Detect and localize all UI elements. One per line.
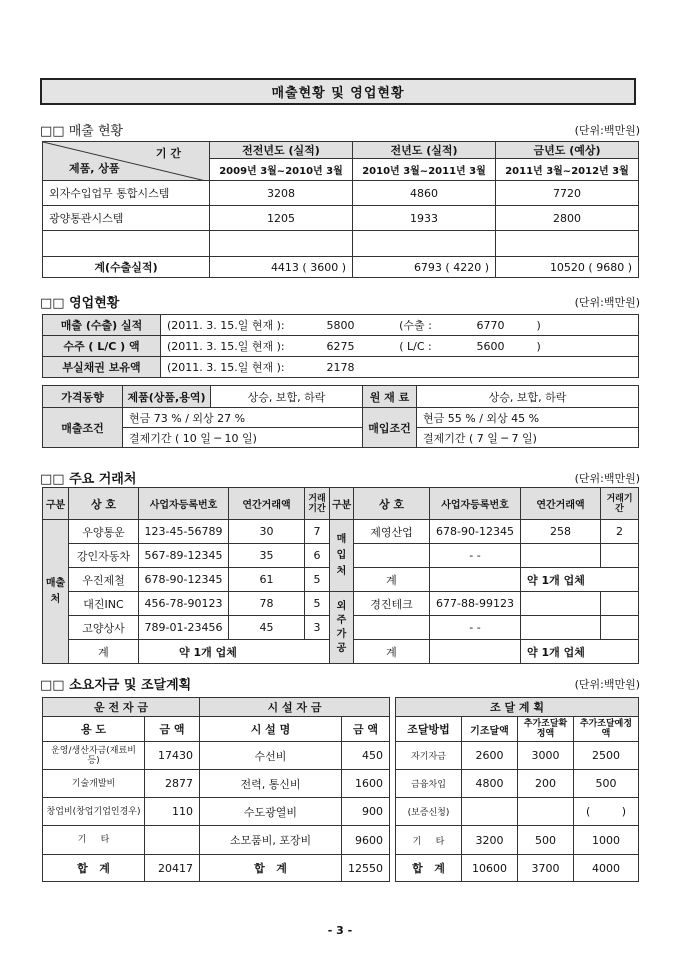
diagonal-line xyxy=(43,142,210,181)
partner-reg: 456-78-90123 xyxy=(139,592,229,616)
col-div: 구분 xyxy=(43,488,69,520)
partner-name xyxy=(354,544,430,568)
price-item-label: 제품(상품,용역) xyxy=(123,386,211,408)
col-famount: 금 액 xyxy=(342,717,390,742)
procure-added: 3000 xyxy=(518,742,574,770)
facility-amount: 9600 xyxy=(342,826,390,855)
table-row xyxy=(43,315,639,336)
partner-amount: 30 xyxy=(229,520,305,544)
price-label: 가격동향 xyxy=(43,386,123,408)
group-procure: 조 달 계 획 xyxy=(396,698,639,717)
fund-use: 운영/생산자금(재료비 등) xyxy=(43,742,145,770)
row-name xyxy=(43,231,210,257)
fund-amount: 2877 xyxy=(145,770,200,798)
item-label: 제품, 상품 xyxy=(69,162,120,175)
sales-heading: 매출 현황 xyxy=(68,124,124,139)
funds-section-header xyxy=(40,674,640,692)
cell-value: 6793 ( 4220 ) xyxy=(353,257,496,278)
partner-amount: 35 xyxy=(229,544,305,568)
table-row xyxy=(43,408,639,428)
col-name: 상 호 xyxy=(354,488,430,520)
section-marks: □□ xyxy=(40,472,65,487)
sales-corner-cell xyxy=(43,142,210,181)
total-amount: 20417 xyxy=(145,855,200,882)
purchase-total-label: 계 xyxy=(354,568,430,592)
procure-planned: 1000 xyxy=(574,826,639,855)
procure-added: 200 xyxy=(518,770,574,798)
extra-close: ) xyxy=(531,336,639,357)
facility-name: 전력, 통신비 xyxy=(200,770,342,798)
partner-name: 경진테크 xyxy=(354,592,430,616)
facility-name: 수도광열비 xyxy=(200,798,342,826)
procure-existing: 4800 xyxy=(462,770,518,798)
table-row xyxy=(43,742,639,770)
partner-amount xyxy=(521,592,601,616)
table-row xyxy=(43,592,639,616)
sales-cond-label: 매출조건 xyxy=(43,408,123,448)
procure-method: 자기자금 xyxy=(396,742,462,770)
partner-name: 우양통운 xyxy=(69,520,139,544)
procure-planned: ( ) xyxy=(574,798,639,826)
fund-use: 기술개발비 xyxy=(43,770,145,798)
partner-period: 3 xyxy=(305,616,330,640)
funds-table xyxy=(42,697,639,882)
partner-period xyxy=(601,544,639,568)
purchase-group-label: 매입처 xyxy=(330,520,354,592)
total-existing: 10600 xyxy=(462,855,518,882)
col-reg: 사업자등록번호 xyxy=(139,488,229,520)
partner-amount: 61 xyxy=(229,568,305,592)
fund-amount xyxy=(145,826,200,855)
table-row xyxy=(43,181,639,206)
partner-name: 대진INC xyxy=(69,592,139,616)
col-name: 상 호 xyxy=(69,488,139,520)
col-use: 용 도 xyxy=(43,717,145,742)
partner-reg: 123-45-56789 xyxy=(139,520,229,544)
period-label: 기 간 xyxy=(155,147,181,160)
col-facility: 시 설 명 xyxy=(200,717,342,742)
total-added: 3700 xyxy=(518,855,574,882)
biz-heading: 영업현황 xyxy=(69,296,120,311)
sales-section-header xyxy=(40,120,640,138)
partner-period xyxy=(601,592,639,616)
page-title: 매출현황 및 영업현황 xyxy=(40,78,636,105)
partners-section-header xyxy=(40,468,640,486)
partner-amount xyxy=(521,544,601,568)
partner-period: 7 xyxy=(305,520,330,544)
extra-label: ( L/C : xyxy=(381,336,451,357)
total-label: 계(수출실적) xyxy=(43,257,210,278)
partner-reg: - - xyxy=(430,616,521,640)
foreign-group-label: 외주가공 xyxy=(330,592,354,664)
partner-reg: 678-90-12345 xyxy=(430,520,521,544)
row-date: (2011. 3. 15.일 현재 ): xyxy=(161,357,301,378)
procure-added xyxy=(518,798,574,826)
col-period: 거래기간 xyxy=(305,488,330,520)
raw-label: 원 재 료 xyxy=(363,386,417,408)
col-amount: 연간거래액 xyxy=(521,488,601,520)
cell-value: 4413 ( 3600 ) xyxy=(210,257,353,278)
facility-amount: 900 xyxy=(342,798,390,826)
fund-use: 기 타 xyxy=(43,826,145,855)
total-row xyxy=(43,855,639,882)
partner-name: 고양상사 xyxy=(69,616,139,640)
col-range: 2009년 3월~2010년 3월 xyxy=(210,159,353,181)
cell-value: 4860 xyxy=(353,181,496,206)
table-row xyxy=(43,386,639,408)
col-label: 전전년도 (실적) xyxy=(210,142,353,159)
procure-method: 기 타 xyxy=(396,826,462,855)
buy-cond-line1: 현금 55 % / 외상 45 % xyxy=(417,408,639,428)
biz-unit: (단위:백만원) xyxy=(574,296,640,309)
row-label: 부실채권 보유액 xyxy=(43,357,161,378)
sales-total-note: 약 1개 업체 xyxy=(139,640,330,664)
biz-section-header xyxy=(40,292,640,310)
col-added: 추가조달확정액 xyxy=(518,717,574,742)
procure-planned: 500 xyxy=(574,770,639,798)
procure-existing: 2600 xyxy=(462,742,518,770)
extra-label: (수출 : xyxy=(381,315,451,336)
table-row xyxy=(43,798,639,826)
total-method-label: 합 계 xyxy=(396,855,462,882)
procure-existing: 3200 xyxy=(462,826,518,855)
table-row xyxy=(43,428,639,448)
cell-value: 2800 xyxy=(496,206,639,231)
partner-period: 2 xyxy=(601,520,639,544)
col-method: 조달방법 xyxy=(396,717,462,742)
total-famount: 12550 xyxy=(342,855,390,882)
row-value: 5800 xyxy=(301,315,381,336)
row-date: (2011. 3. 15.일 현재 ): xyxy=(161,336,301,357)
sales-table xyxy=(42,141,639,278)
purchase-total-note: 약 1개 업체 xyxy=(521,568,639,592)
partner-amount: 258 xyxy=(521,520,601,544)
cell-value xyxy=(353,231,496,257)
row-label: 매출 (수출) 실적 xyxy=(43,315,161,336)
partner-amount xyxy=(521,616,601,640)
partner-name xyxy=(354,616,430,640)
sales-total-label: 계 xyxy=(69,640,139,664)
buy-cond-line2: 결제기간 ( 7 일 ─ 7 일) xyxy=(417,428,639,448)
sales-group-label: 매출처 xyxy=(43,520,69,664)
section-marks: □□ xyxy=(40,124,65,139)
partner-name: 강인자동차 xyxy=(69,544,139,568)
buy-cond-label: 매입조건 xyxy=(363,408,417,448)
table-row xyxy=(43,770,639,798)
extra-value: 6770 xyxy=(451,315,531,336)
facility-name: 소모품비, 포장비 xyxy=(200,826,342,855)
partners-table xyxy=(42,487,639,664)
partner-name: 우진제철 xyxy=(69,568,139,592)
col-amount: 연간거래액 xyxy=(229,488,305,520)
group-facility: 시 설 자 금 xyxy=(200,698,390,717)
funds-unit: (단위:백만원) xyxy=(574,678,640,691)
partner-amount: 78 xyxy=(229,592,305,616)
partner-amount: 45 xyxy=(229,616,305,640)
empty-cell xyxy=(430,568,521,592)
row-value: 2178 xyxy=(301,357,381,378)
cell-value: 3208 xyxy=(210,181,353,206)
extra-close: ) xyxy=(531,315,639,336)
empty-cell xyxy=(381,357,639,378)
total-row xyxy=(43,257,639,278)
partner-period xyxy=(601,616,639,640)
biz-table-1 xyxy=(42,314,639,378)
sales-cond-line1: 현금 73 % / 외상 27 % xyxy=(123,408,363,428)
cell-value: 1933 xyxy=(353,206,496,231)
raw-value: 상승, 보합, 하락 xyxy=(417,386,639,408)
total-label: 합 계 xyxy=(43,855,145,882)
group-operating: 운 전 자 금 xyxy=(43,698,200,717)
partners-unit: (단위:백만원) xyxy=(574,472,640,485)
cell-value xyxy=(210,231,353,257)
col-label: 전년도 (실적) xyxy=(353,142,496,159)
sales-cond-line2: 결제기간 ( 10 일 ─ 10 일) xyxy=(123,428,363,448)
col-div: 구분 xyxy=(330,488,354,520)
foreign-total-note: 약 1개 업체 xyxy=(521,640,639,664)
partner-reg: 789-01-23456 xyxy=(139,616,229,640)
header-row xyxy=(43,488,639,520)
cell-value: 7720 xyxy=(496,181,639,206)
price-item-value: 상승, 보합, 하락 xyxy=(211,386,363,408)
extra-value: 5600 xyxy=(451,336,531,357)
procure-added: 500 xyxy=(518,826,574,855)
cell-value: 1205 xyxy=(210,206,353,231)
fund-amount: 110 xyxy=(145,798,200,826)
header-row xyxy=(43,717,639,742)
col-reg: 사업자등록번호 xyxy=(430,488,521,520)
procure-method: (보증신청) xyxy=(396,798,462,826)
partner-reg: 567-89-12345 xyxy=(139,544,229,568)
facility-amount: 1600 xyxy=(342,770,390,798)
procure-method: 금융차입 xyxy=(396,770,462,798)
row-name: 광양통관시스템 xyxy=(43,206,210,231)
col-amount: 금 액 xyxy=(145,717,200,742)
procure-planned: 2500 xyxy=(574,742,639,770)
foreign-total-label: 계 xyxy=(354,640,430,664)
row-label: 수주 ( L/C ) 액 xyxy=(43,336,161,357)
section-marks: □□ xyxy=(40,296,65,311)
empty-cell xyxy=(430,640,521,664)
row-date: (2011. 3. 15.일 현재 ): xyxy=(161,315,301,336)
col-period: 거래기간 xyxy=(601,488,639,520)
section-marks: □□ xyxy=(40,678,65,693)
page-number: - 3 - xyxy=(327,924,353,937)
partner-reg: - - xyxy=(430,544,521,568)
col-range: 2010년 3월~2011년 3월 xyxy=(353,159,496,181)
partner-reg: 677-88-99123 xyxy=(430,592,521,616)
biz-table-2 xyxy=(42,385,639,448)
col-range: 2011년 3월~2012년 3월 xyxy=(496,159,639,181)
funds-heading: 소요자금 및 조달계획 xyxy=(69,678,192,693)
partner-reg: 678-90-12345 xyxy=(139,568,229,592)
total-planned: 4000 xyxy=(574,855,639,882)
cell-value xyxy=(496,231,639,257)
fund-use: 창업비(창업기업인경우) xyxy=(43,798,145,826)
facility-amount: 450 xyxy=(342,742,390,770)
table-row xyxy=(43,357,639,378)
table-row xyxy=(43,206,639,231)
col-planned: 추가조달예정액 xyxy=(574,717,639,742)
table-row xyxy=(43,231,639,257)
group-row xyxy=(43,698,639,717)
partner-period: 5 xyxy=(305,568,330,592)
row-value: 6275 xyxy=(301,336,381,357)
partner-period: 6 xyxy=(305,544,330,568)
partners-heading: 주요 거래처 xyxy=(69,472,137,487)
col-existing: 기조달액 xyxy=(462,717,518,742)
cell-value: 10520 ( 9680 ) xyxy=(496,257,639,278)
facility-name: 수선비 xyxy=(200,742,342,770)
fund-amount: 17430 xyxy=(145,742,200,770)
total-facility-label: 합 계 xyxy=(200,855,342,882)
procure-existing xyxy=(462,798,518,826)
table-row xyxy=(43,826,639,855)
partner-name: 제영산업 xyxy=(354,520,430,544)
table-row xyxy=(43,336,639,357)
partner-period: 5 xyxy=(305,592,330,616)
col-label: 금년도 (예상) xyxy=(496,142,639,159)
sales-unit: (단위:백만원) xyxy=(574,124,640,137)
row-name: 외자수입업무 통합시스템 xyxy=(43,181,210,206)
table-row xyxy=(43,520,639,544)
